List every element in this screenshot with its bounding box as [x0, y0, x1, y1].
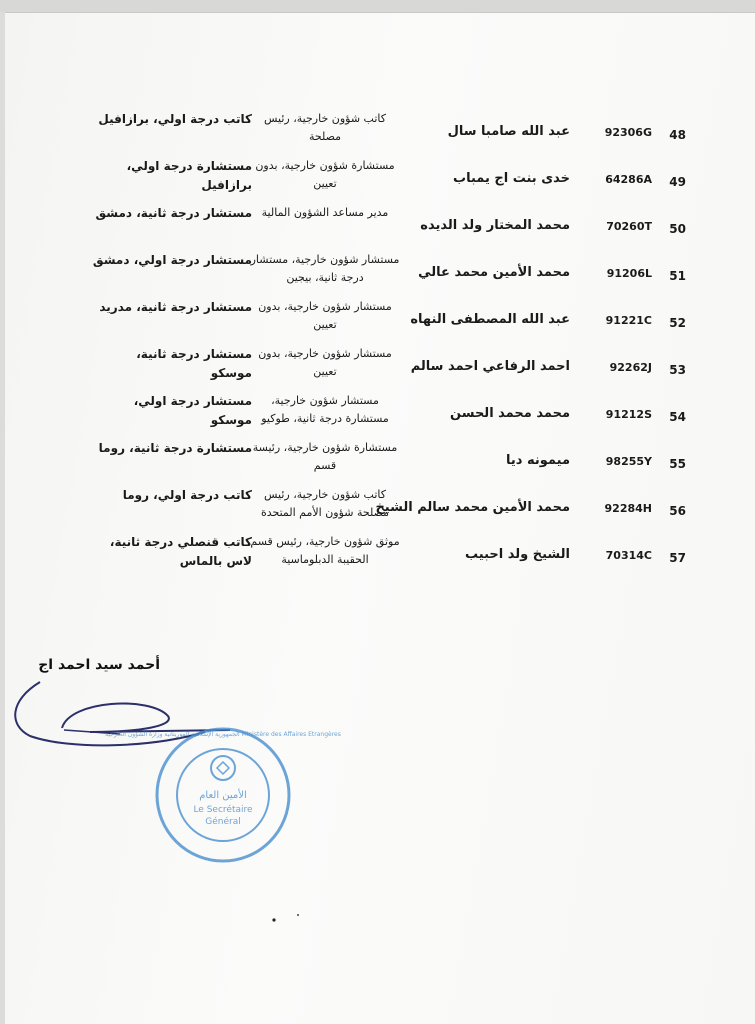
employee-name: الشيخ ولد احبيب — [465, 547, 570, 562]
table-row — [95, 202, 700, 249]
row-number: 57 — [669, 551, 686, 565]
new-assignment: كاتب درجة اولي، روما — [122, 488, 252, 502]
new-assignment: مستشارة درجة اولي، برازافيل — [126, 159, 252, 192]
current-position: مستشار شؤون خارجية، بدون تعيين — [258, 347, 392, 378]
employee-code: 92262J — [609, 361, 652, 374]
new-assignment: مستشارة درجة ثانية، روما — [98, 441, 252, 455]
row-number: 56 — [669, 504, 686, 518]
table-row — [100, 437, 700, 484]
personnel-table — [92, 108, 700, 578]
table-row — [92, 249, 700, 296]
row-number: 55 — [669, 457, 686, 471]
table-row — [100, 390, 700, 437]
employee-code: 70260T — [606, 220, 652, 233]
current-position: مدير مساعد الشؤون المالية — [261, 206, 389, 219]
employee-name: عبد الله المصطفى النهاه — [410, 312, 570, 327]
employee-name: محمد الأمين محمد سالم الشيخ — [375, 500, 570, 515]
table-row — [100, 296, 700, 343]
current-position: موثق شؤون خارجية، رئيس قسم الحقيبة الدبلوماسية — [250, 535, 400, 566]
table-row — [100, 155, 700, 202]
employee-name: احمد الرفاعي احمد سالم — [410, 359, 570, 374]
stamp-title-fr-1: Le Secrétaire — [193, 805, 253, 815]
current-position: مستشار شؤون خارجية، مستشار درجة ثانية، بيجين — [250, 253, 400, 284]
employee-code: 91206L — [606, 267, 652, 280]
employee-name: عبد الله صامبا سال — [447, 124, 570, 139]
row-number: 51 — [669, 269, 686, 283]
ink-dots — [268, 912, 308, 926]
stamp-title-ar: الأمين العام — [199, 790, 247, 801]
current-position: مستشارة شؤون خارجية، بدون تعيين — [255, 159, 395, 190]
official-stamp — [105, 720, 341, 870]
employee-code: 98255Y — [605, 455, 652, 468]
current-position: مستشارة شؤون خارجية، رئيسة قسم — [252, 441, 398, 472]
employee-code: 91221C — [605, 314, 652, 327]
employee-name: ميمونه ديا — [506, 453, 570, 468]
current-position: كاتب شؤون خارجية، رئيس مصلحة شؤون الأمم المتحدة — [260, 488, 390, 519]
row-number: 53 — [669, 363, 686, 377]
employee-code: 92306G — [604, 126, 652, 139]
employee-name: محمد المختار ولد الديده — [420, 218, 570, 233]
employee-code: 64286A — [605, 173, 652, 186]
new-assignment: مستشار درجة ثانية، دمشق — [95, 206, 252, 220]
row-number: 49 — [669, 175, 686, 189]
table-row — [100, 343, 700, 390]
row-number: 52 — [669, 316, 686, 330]
row-number: 48 — [669, 128, 686, 142]
new-assignment: مستشار درجة ثانية، مدريد — [99, 300, 252, 314]
new-assignment: كاتب قنصلي درجة ثانية، لاس بالماس — [109, 535, 252, 568]
employee-code: 70314C — [605, 549, 652, 562]
current-position: كاتب شؤون خارجية، رئيس مصلحة — [264, 112, 386, 143]
stamp-ring-text: الجمهورية الإسلامية الموريتانية وزارة الشؤون الخارجية Ministère des Affaires Etrangères — [105, 731, 341, 738]
stamp-title-fr-2: Général — [205, 817, 241, 827]
table-row — [100, 108, 700, 155]
current-position: مستشار شؤون خارجية، مستشارة درجة ثانية، طوكيو — [261, 394, 389, 425]
new-assignment: مستشار درجة اولي، موسكو — [133, 394, 252, 427]
table-row — [100, 484, 700, 531]
scan-left-edge — [0, 12, 5, 1024]
employee-name: خدى بنت اج يمباب — [453, 171, 570, 186]
employee-code: 91212S — [605, 408, 652, 421]
employee-code: 92284H — [604, 502, 652, 515]
scan-top-edge — [0, 0, 755, 13]
new-assignment: مستشار درجة اولي، دمشق — [92, 253, 252, 267]
table-row — [100, 531, 700, 578]
row-number: 54 — [669, 410, 686, 424]
new-assignment: كاتب درجة اولي، برازافيل — [98, 112, 252, 126]
row-number: 50 — [669, 222, 686, 236]
employee-name: محمد الأمين محمد عالي — [418, 265, 570, 280]
employee-name: محمد محمد الحسن — [450, 406, 570, 421]
new-assignment: مستشار درجة ثانية، موسكو — [136, 347, 252, 380]
current-position: مستشار شؤون خارجية، بدون تعيين — [258, 300, 392, 331]
signatory-name: أحمد سيد احمد اج — [38, 657, 160, 673]
